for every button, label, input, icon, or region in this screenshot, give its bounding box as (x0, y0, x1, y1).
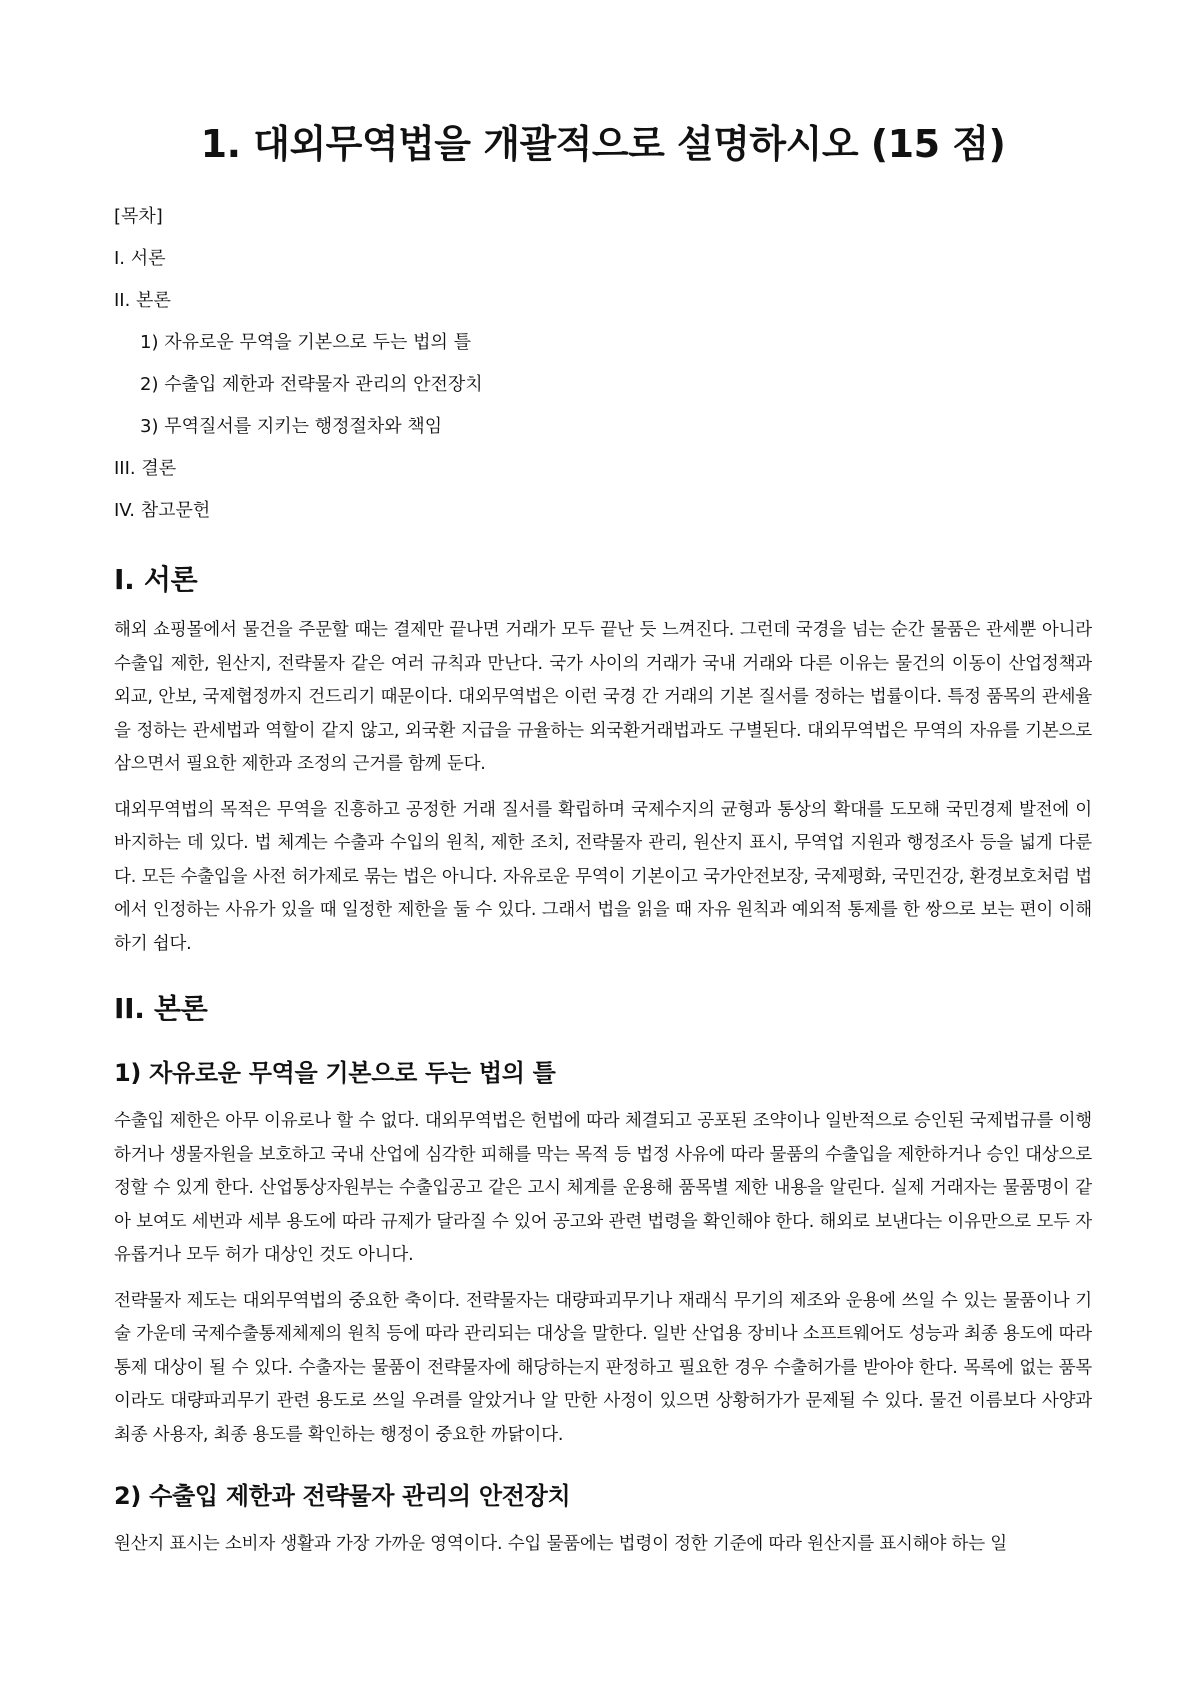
toc-subitem: 1) 자유로운 무역을 기본으로 두는 법의 틀 (140, 332, 472, 353)
table-of-contents (114, 196, 1092, 532)
paragraph: 원산지 표시는 소비자 생활과 가장 가까운 영역이다. 수입 물품에는 법령이 정한 기준에 따라 원산지를 표시해야 하는 일 (114, 1534, 1008, 1554)
toc-subitem: 3) 무역질서를 지키는 행정절차와 책임 (140, 416, 443, 437)
toc-item: II. 본론 (114, 290, 171, 311)
section-heading-body: II. 본론 (114, 992, 208, 1025)
toc-item: III. 결론 (114, 458, 177, 479)
paragraph: 대외무역법의 목적은 무역을 진흥하고 공정한 거래 질서를 확립하며 국제수지의 균형과 통상의 확대를 도모해 국민경제 발전에 이바지하는 데 있다. 법 체계는 수출과 수입의 원칙, 제한 조치, 전략물자 관리, 원산지 표시, 무역업 지원과 행정조사 등을 넓게 다룬다. 모든 수출입을 사전 허가제로 묶는 법은 아니다. 자유로운 무역이 기본이고 국가안전보장, 국제평화, 국민건강, 환경보호처럼 법에서 인정하는 사유가 있을 때 일정한 제한을 둘 수 있다. 그래서 법을 읽을 때 자유 원칙과 예외적 통제를 한 쌍으로 보는 편이 이해하기 쉽다. (114, 799, 1092, 954)
paragraph: 수출입 제한은 아무 이유로나 할 수 없다. 대외무역법은 헌법에 따라 체결되고 공포된 조약이나 일반적으로 승인된 국제법규를 이행하거나 생물자원을 보호하고 국내 산업에 심각한 피해를 막는 목적 등 법정 사유에 따라 물품의 수출입을 제한하거나 승인 대상으로 정할 수 있게 한다. 산업통상자원부는 수출입공고 같은 고시 체계를 운용해 품목별 제한 내용을 알린다. 실제 거래자는 물품명이 같아 보여도 세번과 세부 용도에 따라 규제가 달라질 수 있어 공고와 관련 법령을 확인해야 한다. 해외로 보낸다는 이유만으로 모두 자유롭거나 모두 허가 대상인 것도 아니다. (114, 1111, 1092, 1265)
subsection-heading: 2) 수출입 제한과 전략물자 관리의 안전장치 (114, 1482, 571, 1510)
toc-heading: [목차] (114, 206, 163, 227)
paragraph: 해외 쇼핑몰에서 물건을 주문할 때는 결제만 끝나면 거래가 모두 끝난 듯 느껴진다. 그런데 국경을 넘는 순간 물품은 관세뿐 아니라 수출입 제한, 원산지, 전략물자 같은 여러 규칙과 만난다. 국가 사이의 거래가 국내 거래와 다른 이유는 물건의 이동이 산업정책과 외교, 안보, 국제협정까지 건드리기 때문이다. 대외무역법은 이런 국경 간 거래의 기본 질서를 정하는 법률이다. 특정 품목의 관세율을 정하는 관세법과 역할이 같지 않고, 외국환 지급을 규율하는 외국환거래법과도 구별된다. 대외무역법은 무역의 자유를 기본으로 삼으면서 필요한 제한과 조정의 근거를 함께 둔다. (114, 620, 1092, 774)
toc-subitem: 2) 수출입 제한과 전략물자 관리의 안전장치 (140, 374, 483, 395)
section-heading-intro: I. 서론 (114, 563, 198, 596)
subsection-heading: 1) 자유로운 무역을 기본으로 두는 법의 틀 (114, 1059, 556, 1087)
paragraph: 전략물자 제도는 대외무역법의 중요한 축이다. 전략물자는 대량파괴무기나 재래식 무기의 제조와 운용에 쓰일 수 있는 물품이나 기술 가운데 국제수출통제체제의 원칙 등에 따라 관리되는 대상을 말한다. 일반 산업용 장비나 소프트웨어도 성능과 최종 용도에 따라 통제 대상이 될 수 있다. 수출자는 물품이 전략물자에 해당하는지 판정하고 필요한 경우 수출허가를 받아야 한다. 목록에 없는 품목이라도 대량파괴무기 관련 용도로 쓰일 우려를 알았거나 알 만한 사정이 있으면 상황허가가 문제될 수 있다. 물건 이름보다 사양과 최종 사용자, 최종 용도를 확인하는 행정이 중요한 까닭이다. (114, 1290, 1092, 1445)
document-title: 1. 대외무역법을 개괄적으로 설명하시오 (15 점) (200, 122, 1006, 166)
toc-item: IV. 참고문헌 (114, 500, 211, 521)
toc-item: I. 서론 (114, 248, 166, 269)
